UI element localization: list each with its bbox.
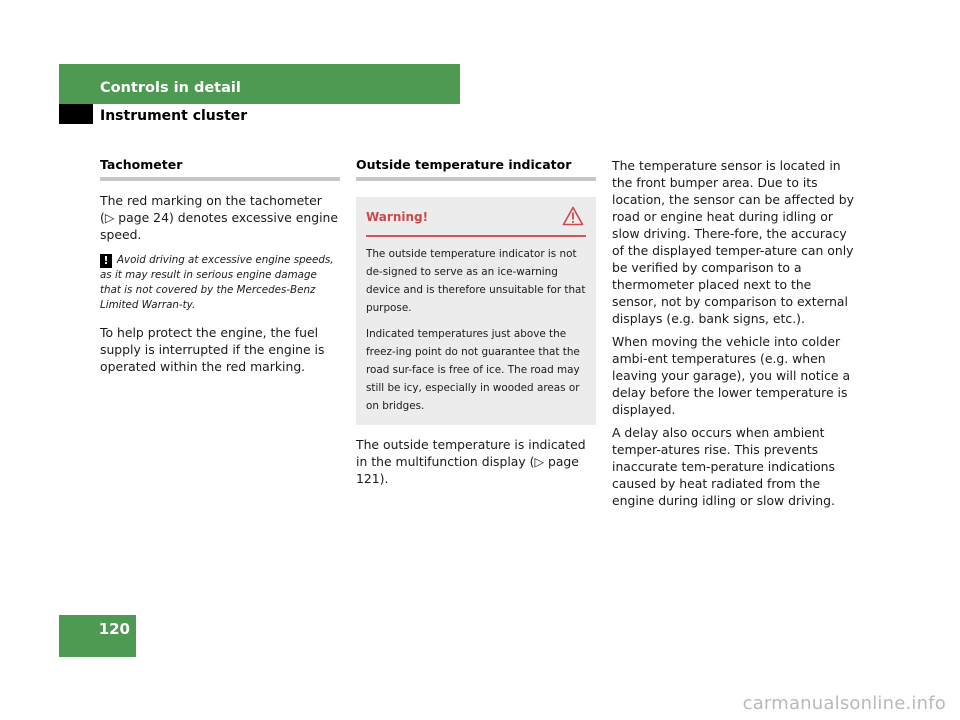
subsection-title: Instrument cluster — [100, 108, 248, 124]
caution-note — [100, 253, 340, 313]
sensor-paragraph-1: The temperature sensor is located in the front bumper area. Due to its location, the sensor can be affected by road or engine heat during idling or slow driving. There-fore, the accuracy of the displayed temper-ature can only be verified by comparison to a thermometer placed next to the sensor, not by comparison to external displays (e.g. bank signs, etc.). — [612, 158, 854, 326]
tachometer-paragraph-1: The red marking on the tachometer (▷ page 24) denotes excessive engine speed. — [100, 193, 338, 242]
tachometer-paragraph-2: To help protect the engine, the fuel supply is interrupted if the engine is operated within the red marking. — [100, 325, 325, 374]
warning-box — [356, 197, 596, 425]
warning-paragraph-2: Indicated temperatures just above the freez-ing point do not guarantee that the road sur-face is free of ice. The road may still be icy, especially in wooded areas or on bridges. — [366, 328, 580, 412]
watermark: carmanualsonline.info — [742, 693, 946, 714]
warning-header — [366, 197, 586, 237]
warning-triangle-icon — [562, 206, 584, 226]
outside-temperature-paragraph: The outside temperature is indicated in the multifunction display (▷ page 121). — [356, 437, 586, 486]
tachometer-heading: Tachometer — [100, 155, 340, 181]
caution-note-text: Avoid driving at excessive engine speeds, as it may result in serious engine damage that is not covered by the Mercedes-Benz Limited Warran-ty. — [100, 254, 334, 311]
page-number: 120 — [59, 615, 136, 657]
column-temperature-sensor — [612, 157, 857, 515]
sensor-paragraph-3: A delay also occurs when ambient temper-atures rise. This prevents inaccurate tem-perature indications caused by heat radiated from the engine during idling or slow driving. — [612, 425, 835, 508]
warning-paragraph-1: The outside temperature indicator is not de-signed to serve as an ice-warning device and is therefore unsuitable for that purpose. — [366, 248, 586, 314]
section-title: Controls in detail — [100, 80, 241, 96]
column-outside-temperature — [356, 155, 596, 487]
outside-temperature-heading: Outside temperature indicator — [356, 155, 596, 181]
header-marker — [59, 104, 93, 124]
column-tachometer — [100, 155, 340, 375]
sensor-paragraph-2: When moving the vehicle into colder ambi-ent temperatures (e.g. when leaving your garage), you will notice a delay before the lower temperature is displayed. — [612, 334, 851, 417]
exclamation-icon: ! — [100, 254, 112, 268]
warning-title: Warning! — [366, 210, 429, 224]
